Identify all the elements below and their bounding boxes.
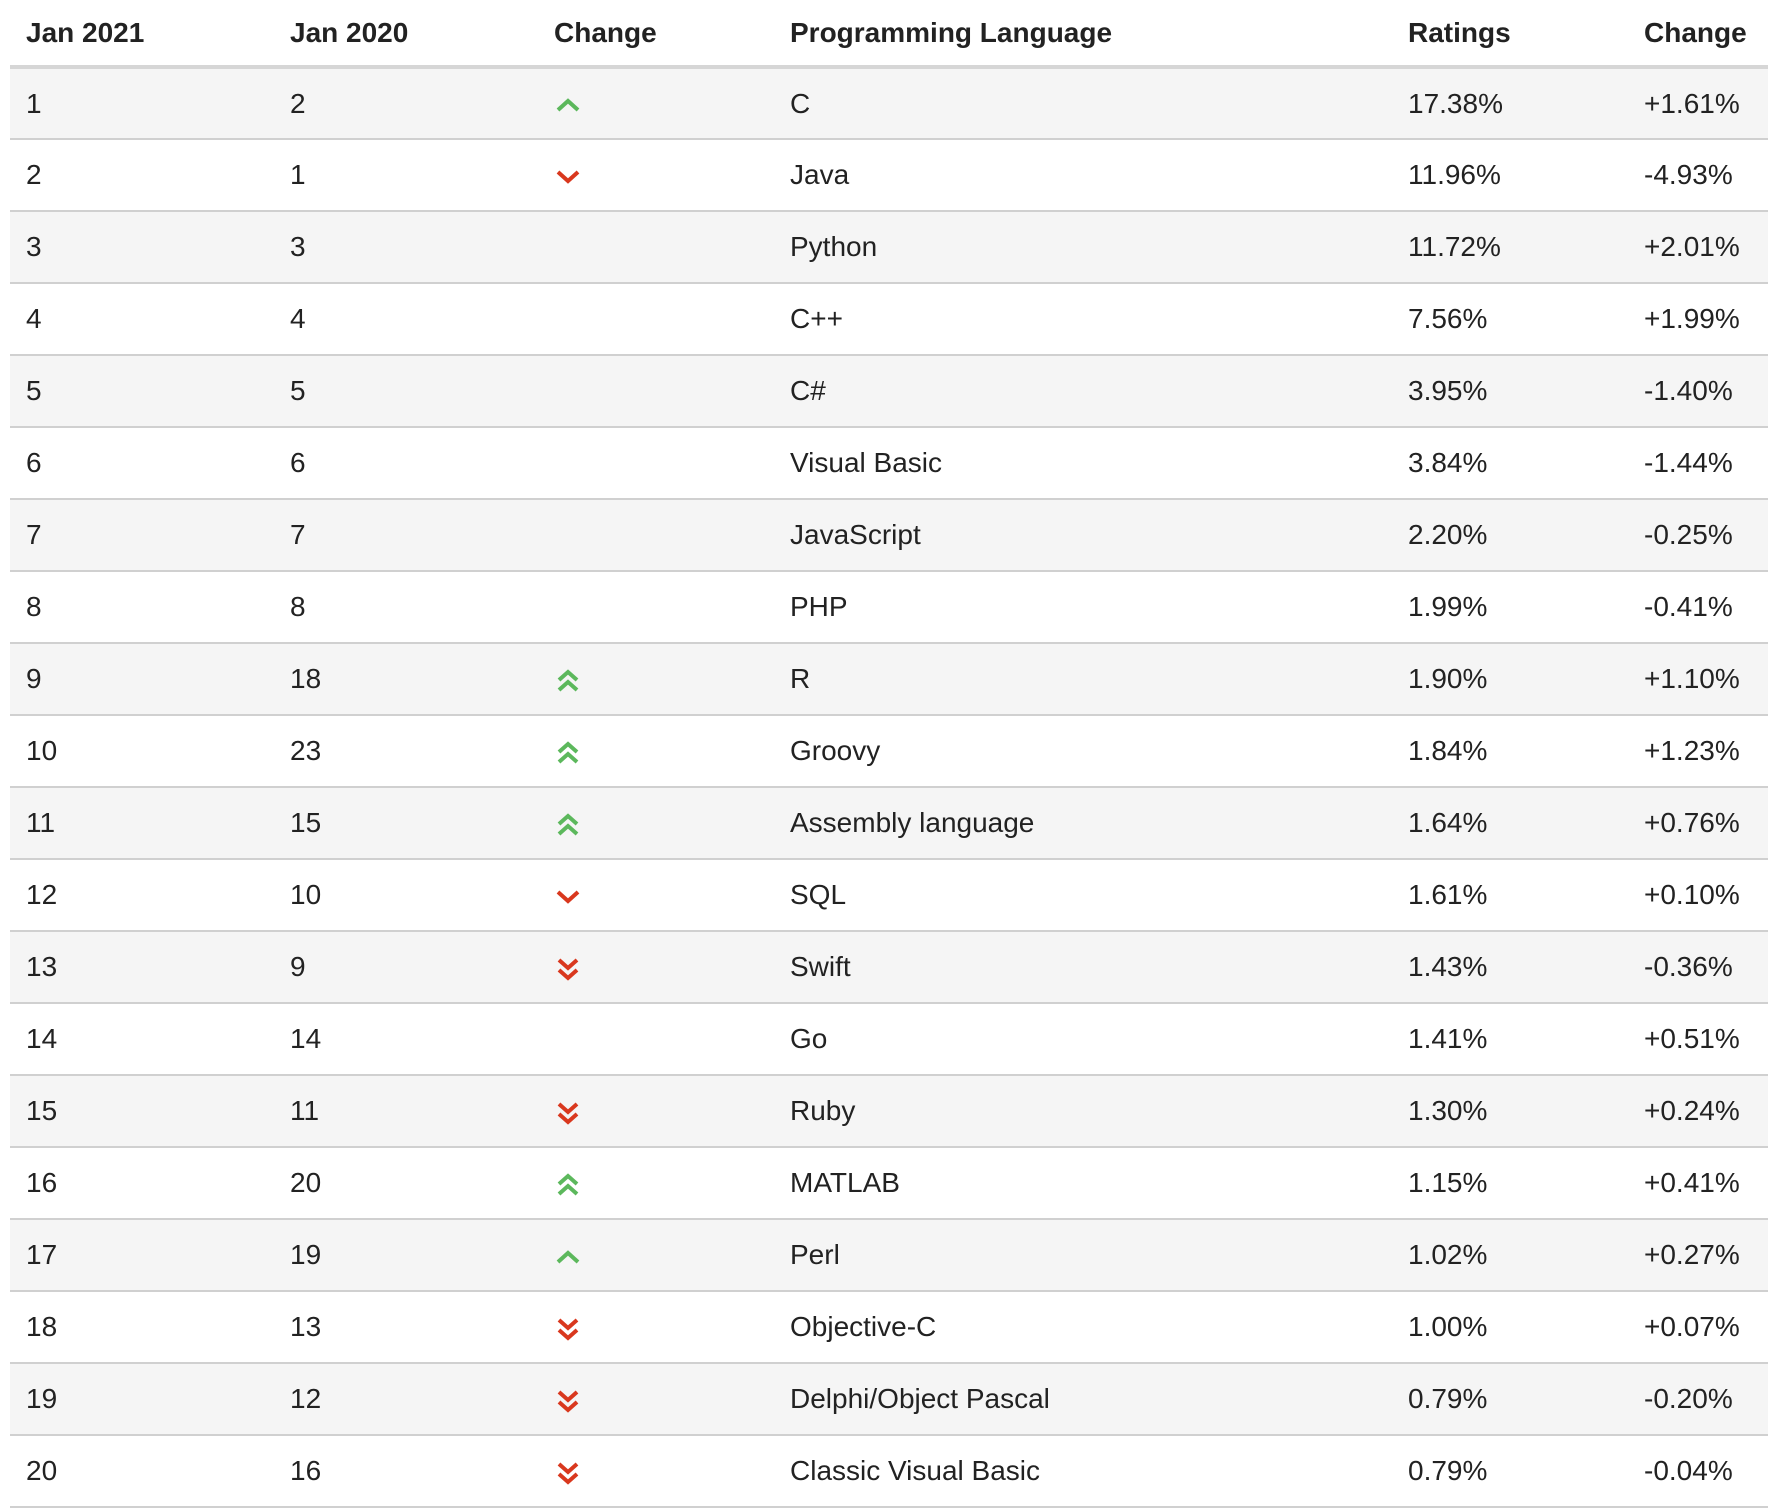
double-chevron-down-icon	[554, 955, 582, 983]
trend-cell	[538, 571, 774, 643]
rank-2020-cell: 12	[274, 1363, 538, 1435]
trend-cell	[538, 1075, 774, 1147]
trend-cell	[538, 499, 774, 571]
rank-2021-cell: 15	[10, 1075, 274, 1147]
trend-cell	[538, 355, 774, 427]
rank-2021-cell: 3	[10, 211, 274, 283]
rank-2021-cell: 6	[10, 427, 274, 499]
rank-2020-cell: 23	[274, 715, 538, 787]
rank-2021-cell: 20	[10, 1435, 274, 1507]
trend-cell	[538, 643, 774, 715]
table-row[interactable]	[10, 1435, 1768, 1507]
rating-change-cell: +0.07%	[1628, 1291, 1768, 1363]
rank-2020-cell: 15	[274, 787, 538, 859]
trend-cell	[538, 1003, 774, 1075]
table-row[interactable]	[10, 931, 1768, 1003]
rank-2020-cell: 3	[274, 211, 538, 283]
rating-cell: 17.38%	[1392, 67, 1628, 139]
rating-change-cell: +0.27%	[1628, 1219, 1768, 1291]
language-cell: C#	[774, 355, 1392, 427]
rank-2020-cell: 9	[274, 931, 538, 1003]
rank-2020-cell: 2	[274, 67, 538, 139]
rank-2021-cell: 4	[10, 283, 274, 355]
rating-cell: 1.61%	[1392, 859, 1628, 931]
double-chevron-up-icon	[554, 739, 582, 767]
double-chevron-down-icon	[554, 1459, 582, 1487]
rating-cell: 1.30%	[1392, 1075, 1628, 1147]
rank-2020-cell: 4	[274, 283, 538, 355]
rank-2021-cell: 14	[10, 1003, 274, 1075]
rating-change-cell: +2.01%	[1628, 211, 1768, 283]
language-cell: C	[774, 67, 1392, 139]
table-row[interactable]	[10, 139, 1768, 211]
trend-cell	[538, 1219, 774, 1291]
table-row[interactable]	[10, 283, 1768, 355]
rating-change-cell: -0.25%	[1628, 499, 1768, 571]
rating-cell: 3.95%	[1392, 355, 1628, 427]
language-cell: R	[774, 643, 1392, 715]
rank-2020-cell: 1	[274, 139, 538, 211]
double-chevron-down-icon	[554, 1387, 582, 1415]
rank-2021-cell: 1	[10, 67, 274, 139]
language-cell: Java	[774, 139, 1392, 211]
table-row[interactable]	[10, 1363, 1768, 1435]
trend-cell	[538, 139, 774, 211]
header-jan-2021[interactable]: Jan 2021	[10, 0, 274, 67]
rank-2020-cell: 6	[274, 427, 538, 499]
rating-change-cell: -4.93%	[1628, 139, 1768, 211]
header-rating-change[interactable]: Change	[1628, 0, 1768, 67]
rank-2020-cell: 8	[274, 571, 538, 643]
rating-change-cell: -0.04%	[1628, 1435, 1768, 1507]
table-row[interactable]	[10, 211, 1768, 283]
table-row[interactable]	[10, 1003, 1768, 1075]
table-header	[10, 0, 1768, 67]
table-body	[10, 67, 1768, 1507]
trend-cell	[538, 931, 774, 1003]
rating-change-cell: +0.51%	[1628, 1003, 1768, 1075]
rating-cell: 11.96%	[1392, 139, 1628, 211]
rank-2020-cell: 20	[274, 1147, 538, 1219]
rating-change-cell: +1.61%	[1628, 67, 1768, 139]
rank-2020-cell: 19	[274, 1219, 538, 1291]
rating-cell: 3.84%	[1392, 427, 1628, 499]
chevron-up-icon	[554, 1243, 582, 1271]
language-cell: JavaScript	[774, 499, 1392, 571]
trend-cell	[538, 283, 774, 355]
language-cell: Delphi/Object Pascal	[774, 1363, 1392, 1435]
rank-2020-cell: 16	[274, 1435, 538, 1507]
rating-change-cell: +0.76%	[1628, 787, 1768, 859]
table-row[interactable]	[10, 1075, 1768, 1147]
language-ranking-table	[10, 0, 1768, 1508]
rank-2020-cell: 13	[274, 1291, 538, 1363]
table-row[interactable]	[10, 355, 1768, 427]
language-cell: PHP	[774, 571, 1392, 643]
double-chevron-up-icon	[554, 1171, 582, 1199]
language-cell: Classic Visual Basic	[774, 1435, 1392, 1507]
header-change[interactable]: Change	[538, 0, 774, 67]
rating-cell: 1.90%	[1392, 643, 1628, 715]
rank-2020-cell: 5	[274, 355, 538, 427]
rank-2021-cell: 17	[10, 1219, 274, 1291]
rank-2020-cell: 7	[274, 499, 538, 571]
rating-change-cell: +0.41%	[1628, 1147, 1768, 1219]
trend-cell	[538, 715, 774, 787]
double-chevron-down-icon	[554, 1099, 582, 1127]
rating-change-cell: +1.23%	[1628, 715, 1768, 787]
table-row[interactable]	[10, 715, 1768, 787]
table-row[interactable]	[10, 1291, 1768, 1363]
language-cell: Assembly language	[774, 787, 1392, 859]
rating-cell: 7.56%	[1392, 283, 1628, 355]
trend-cell	[538, 1147, 774, 1219]
table-row[interactable]	[10, 1147, 1768, 1219]
language-cell: Swift	[774, 931, 1392, 1003]
rank-2021-cell: 7	[10, 499, 274, 571]
rank-2021-cell: 13	[10, 931, 274, 1003]
language-cell: Go	[774, 1003, 1392, 1075]
chevron-up-icon	[554, 91, 582, 119]
header-programming-language[interactable]: Programming Language	[774, 0, 1392, 67]
table-row[interactable]	[10, 787, 1768, 859]
rank-2021-cell: 2	[10, 139, 274, 211]
rating-change-cell: +0.10%	[1628, 859, 1768, 931]
rating-cell: 1.84%	[1392, 715, 1628, 787]
ranking-table-container	[10, 0, 1768, 1508]
rating-cell: 11.72%	[1392, 211, 1628, 283]
table-row[interactable]	[10, 859, 1768, 931]
double-chevron-up-icon	[554, 667, 582, 695]
rating-cell: 1.02%	[1392, 1219, 1628, 1291]
rank-2021-cell: 9	[10, 643, 274, 715]
double-chevron-up-icon	[554, 811, 582, 839]
rating-cell: 0.79%	[1392, 1363, 1628, 1435]
rating-cell: 1.41%	[1392, 1003, 1628, 1075]
rating-change-cell: -1.40%	[1628, 355, 1768, 427]
rating-change-cell: -0.20%	[1628, 1363, 1768, 1435]
rank-2021-cell: 11	[10, 787, 274, 859]
language-cell: Objective-C	[774, 1291, 1392, 1363]
chevron-down-icon	[554, 883, 582, 911]
rank-2020-cell: 14	[274, 1003, 538, 1075]
table-row[interactable]	[10, 1219, 1768, 1291]
rating-cell: 1.00%	[1392, 1291, 1628, 1363]
rank-2021-cell: 10	[10, 715, 274, 787]
rating-cell: 0.79%	[1392, 1435, 1628, 1507]
trend-cell	[538, 1363, 774, 1435]
rating-cell: 2.20%	[1392, 499, 1628, 571]
rating-change-cell: +1.10%	[1628, 643, 1768, 715]
language-cell: Ruby	[774, 1075, 1392, 1147]
table-row[interactable]	[10, 427, 1768, 499]
language-cell: C++	[774, 283, 1392, 355]
header-row	[10, 0, 1768, 67]
trend-cell	[538, 1435, 774, 1507]
rating-cell: 1.64%	[1392, 787, 1628, 859]
table-row[interactable]	[10, 67, 1768, 139]
language-cell: Python	[774, 211, 1392, 283]
table-row[interactable]	[10, 499, 1768, 571]
rank-2020-cell: 18	[274, 643, 538, 715]
rating-change-cell: +1.99%	[1628, 283, 1768, 355]
trend-cell	[538, 427, 774, 499]
rating-change-cell: -0.41%	[1628, 571, 1768, 643]
trend-cell	[538, 1291, 774, 1363]
trend-cell	[538, 859, 774, 931]
rank-2021-cell: 18	[10, 1291, 274, 1363]
rating-change-cell: +0.24%	[1628, 1075, 1768, 1147]
trend-cell	[538, 211, 774, 283]
trend-cell	[538, 787, 774, 859]
table-row[interactable]	[10, 571, 1768, 643]
rank-2021-cell: 19	[10, 1363, 274, 1435]
header-ratings[interactable]: Ratings	[1392, 0, 1628, 67]
rank-2021-cell: 16	[10, 1147, 274, 1219]
table-row[interactable]	[10, 643, 1768, 715]
double-chevron-down-icon	[554, 1315, 582, 1343]
chevron-down-icon	[554, 163, 582, 191]
rank-2020-cell: 10	[274, 859, 538, 931]
language-cell: Perl	[774, 1219, 1392, 1291]
language-cell: Groovy	[774, 715, 1392, 787]
rank-2020-cell: 11	[274, 1075, 538, 1147]
rating-change-cell: -1.44%	[1628, 427, 1768, 499]
rank-2021-cell: 8	[10, 571, 274, 643]
language-cell: Visual Basic	[774, 427, 1392, 499]
rank-2021-cell: 5	[10, 355, 274, 427]
rating-cell: 1.43%	[1392, 931, 1628, 1003]
rating-change-cell: -0.36%	[1628, 931, 1768, 1003]
header-jan-2020[interactable]: Jan 2020	[274, 0, 538, 67]
language-cell: SQL	[774, 859, 1392, 931]
language-cell: MATLAB	[774, 1147, 1392, 1219]
trend-cell	[538, 67, 774, 139]
rating-cell: 1.99%	[1392, 571, 1628, 643]
rank-2021-cell: 12	[10, 859, 274, 931]
rating-cell: 1.15%	[1392, 1147, 1628, 1219]
